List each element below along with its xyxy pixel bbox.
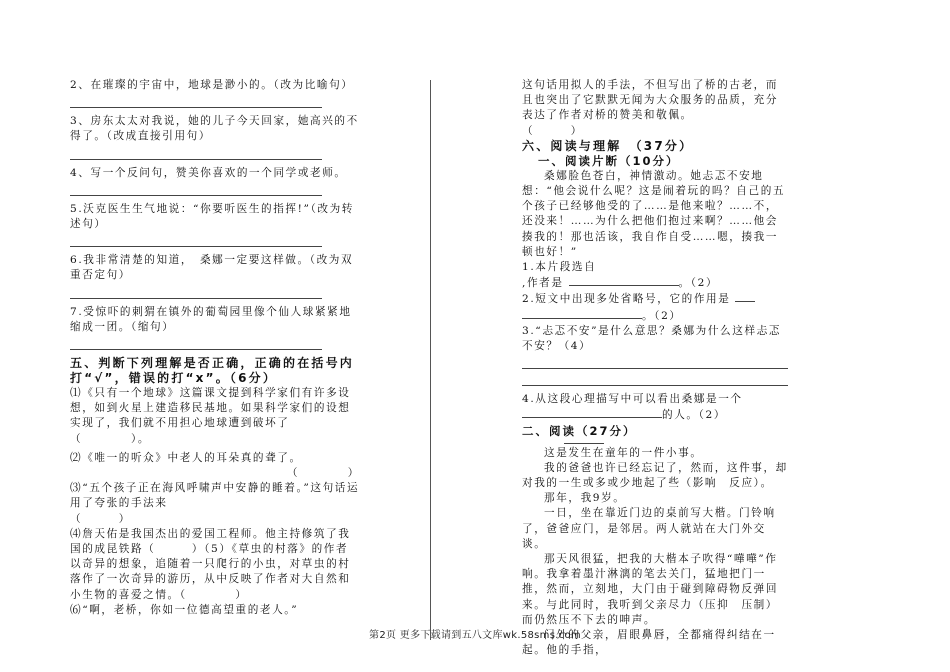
section-6-title: 六、阅读与理解 （37分） xyxy=(522,138,694,153)
question-3: 3、房东太太对我说，她的儿子今天回家，她高兴的不得了。（改成直接引用句） xyxy=(70,115,359,143)
reading-q1-score: 。（2） xyxy=(678,277,719,290)
question-7: 7.受惊吓的刺猬在镇外的葡萄园里像个仙人球紧紧地缩成一团。（缩句） xyxy=(70,305,352,333)
reading-q3-answer-line-2[interactable] xyxy=(522,373,788,386)
question-6: 6.我非常清楚的知道， 桑娜一定要这样做。（改为双重否定句） xyxy=(70,254,354,282)
question-4: 4、写一个反问句，赞美你喜欢的一个同学或老师。 xyxy=(70,166,347,179)
title-blank-line[interactable] xyxy=(564,441,604,444)
answer-line-6[interactable] xyxy=(70,286,322,299)
judge-item-6: ⑹“啊，老桥，你如一位德高望重的老人。” xyxy=(70,603,299,616)
passage-2-para-5: 那天风很猛，把我的大楷本子吹得“嘩嘩”作响。我拿着墨汁淋漓的笔去关门，猛地把门一推，然而，立刻地，大门由于碰到障碍物反弹回来。与此同时，我听到父亲尽力（压抑 压制）而仍然压不下去的呻声。 xyxy=(522,553,779,626)
answer-line-2[interactable] xyxy=(70,95,322,108)
passage-2-para-6: 门外的父亲，眉眼鼻唇，全都痛得纠结在一起。他的手指， xyxy=(522,629,776,657)
reading-q1 xyxy=(522,260,790,291)
reading-q4-text-a: 4.从这段心理描写中可以看出桑娜是一个 xyxy=(522,393,743,406)
judge-item-2: ⑵《唯一的听众》中老人的耳朵真的聋了。 xyxy=(70,451,302,464)
reading-q1-text-b: ,作者是 xyxy=(522,277,564,290)
subsection-1-title: 一、阅读片断（10分） xyxy=(538,153,680,168)
passage-2-para-2: 我的爸爸也许已经忘记了，然而，这件事，却对我的一生或多或少地起了些（影响 反应）。 xyxy=(522,461,788,490)
reading-q2-text: 2.短文中出现多处省略号，它的作用是 xyxy=(522,293,731,306)
answer-line-3[interactable] xyxy=(70,147,322,160)
reading-q3: 3.“忐忑不安”是什么意思？桑娜为什么这样忐忑不安？（4） xyxy=(522,324,782,353)
left-column xyxy=(70,78,360,618)
subsection-2-title: 二、阅读（27分） xyxy=(522,423,637,438)
question-2: 2、在璀璨的宇宙中，地球是渺小的。（改为比喻句） xyxy=(70,79,354,91)
reading-passage-1: 桑娜脸色苍白，神情激动。她忐忑不安地想：“他会说什么呢？这是闹着玩的吗？自己的五个孩子已经够他受的了……是他来啦？……不，还没来！……为什么把他们抱过来啊？……他会揍我的！那也活该，我自作自受……嗯，揍我一顿也好！” xyxy=(522,169,786,258)
continued-paren[interactable]: （ ） xyxy=(522,124,583,137)
answer-line-5[interactable] xyxy=(70,234,322,247)
section-5-title: 五、判断下列理解是否正确，正确的在括号内打“√”，错误的打“x”。（6分） xyxy=(70,356,355,386)
reading-q3-answer-line-1[interactable] xyxy=(522,356,788,369)
passage-2-para-3: 那年，我9岁。 xyxy=(544,492,626,505)
column-divider xyxy=(430,80,431,640)
reading-q4 xyxy=(522,392,790,423)
reading-q1-blank[interactable] xyxy=(569,275,679,286)
judge-item-4-5: ⑷詹天佑是我国杰出的爱国工程师。他主持修筑了我国的成昆铁路（ ）（5）《草虫的村落》的作者以奇异的想象，追随着一只爬行的小虫，对草虫的村落作了一次奇异的游历，从中反映了作者对大自然和小生物的喜爱之情。（ ） xyxy=(70,527,351,601)
judge-item-2-paren[interactable]: （ ） xyxy=(286,467,360,480)
reading-q2 xyxy=(522,291,790,323)
reading-q2-blank-b[interactable] xyxy=(522,308,642,319)
page-footer: 第2页 更多下载请到五八文库wk.58sms.com xyxy=(369,630,581,641)
reading-q4-text-b: 的人。（2） xyxy=(662,409,727,422)
reading-q2-blank-a[interactable] xyxy=(735,291,755,302)
reading-q1-text-a: 1.本片段选自 xyxy=(522,261,597,274)
judge-item-3-paren[interactable]: （ ） xyxy=(70,512,131,525)
reading-q2-score: 。（2） xyxy=(642,309,682,322)
answer-line-4[interactable] xyxy=(70,183,322,196)
passage-2-para-1: 这是发生在童年的一件小事。 xyxy=(544,446,703,459)
judge-item-1: ⑴《只有一个地球》这篇课文提到科学家们有许多设想，如到火星上建造移民基地。如果科学家们的设想实现了，我们就不用担心地球遭到破坏了 （ ）。 xyxy=(70,387,351,445)
right-column xyxy=(522,78,790,659)
answer-line-7[interactable] xyxy=(70,337,322,350)
judge-item-3: ⑶“五个孩子正在海风呼啸声中安静的睡着。”这句话运用了夸张的手法来 xyxy=(70,482,360,510)
continued-text: 这句话用拟人的手法，不但写出了桥的古老，而且也突出了它默默无闻为大众服务的品质，充分表达了作者对桥的赞美和敬佩。 xyxy=(522,79,779,122)
reading-q4-blank[interactable] xyxy=(522,407,662,418)
passage-2-para-4: 一日，坐在靠近门边的桌前写大楷。门铃响了，爸爸应门，是邻居。两人就站在大门外交谈。 xyxy=(522,507,776,550)
question-5: 5.沃克医生生气地说：“你要听医生的指挥!”（改为转述句） xyxy=(70,202,354,231)
